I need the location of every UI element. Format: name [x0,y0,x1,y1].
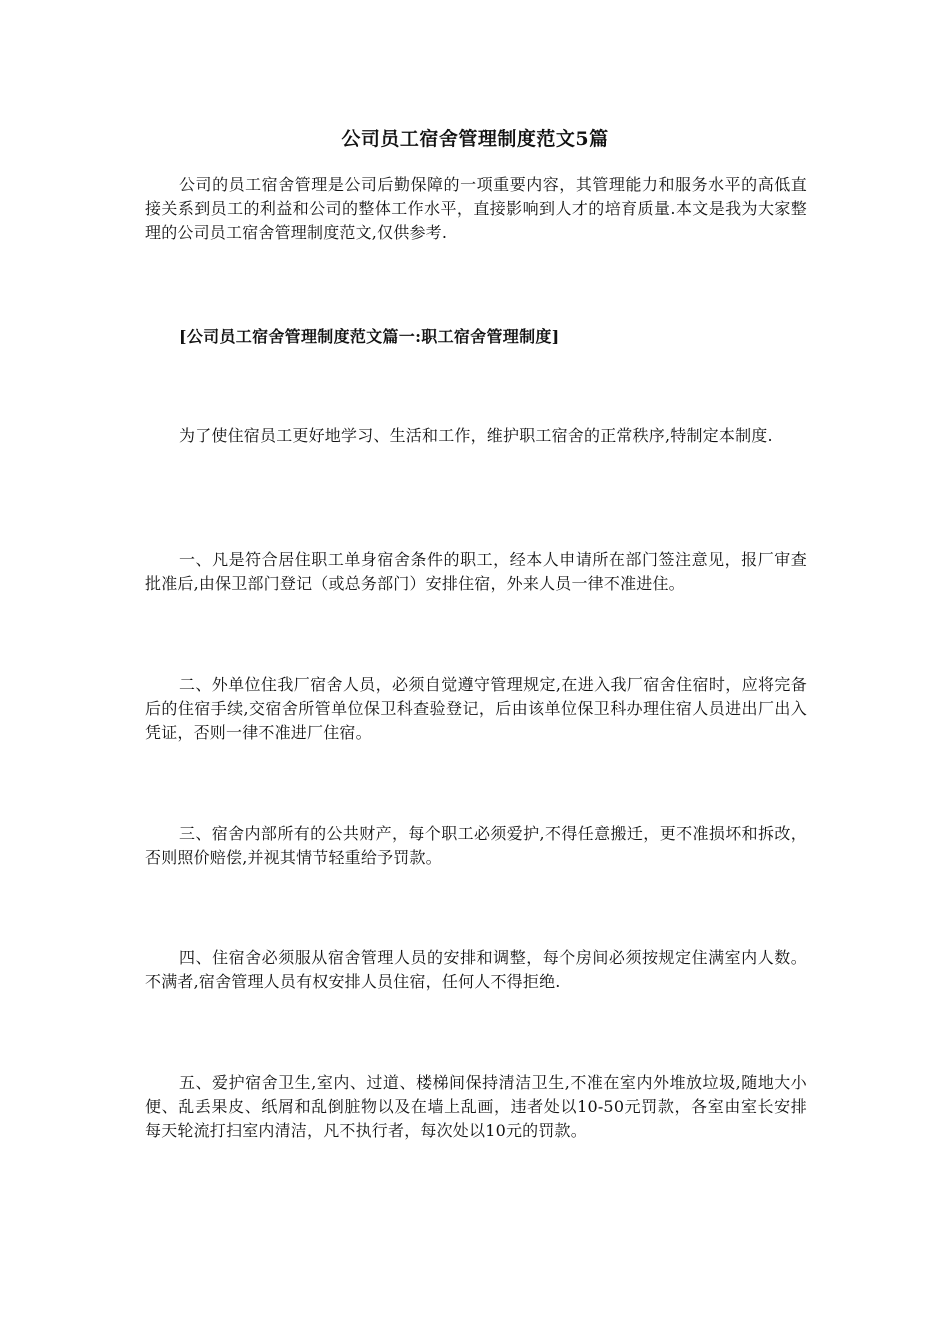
section-heading: [公司员工宿舍管理制度范文篇一:职工宿舍管理制度] [179,327,560,346]
intro-paragraph: 公司的员工宿舍管理是公司后勤保障的一项重要内容，其管理能力和服务水平的高低直接关系到员工的利益和公司的整体工作水平，直接影响到人才的培育质量.本文是我为大家整理的公司员工宿舍管理制度范文,仅供参考. [145,175,807,242]
paragraph-rule-4: 四、住宿舍必须服从宿舍管理人员的安排和调整，每个房间必须按规定住满室内人数。不满者,宿舍管理人员有权安排人员住宿，任何人不得拒绝. [145,948,807,991]
paragraph-rule-2: 二、外单位住我厂宿舍人员，必须自觉遵守管理规定,在进入我厂宿舍住宿时，应将完备后的住宿手续,交宿舍所管单位保卫科查验登记，后由该单位保卫科办理住宿人员进出厂出入凭证，否则一律不准进厂住宿。 [145,675,807,742]
paragraph-rule-5: 五、爱护宿舍卫生,室内、过道、楼梯间保持清洁卫生,不准在室内外堆放垃圾,随地大小便、乱丢果皮、纸屑和乱倒脏物以及在墙上乱画，违者处以10-50元罚款，各室由室长安排每天轮流打扫室内清洁，凡不执行者，每次处以10元的罚款。 [145,1073,807,1140]
document-title: 公司员工宿舍管理制度范文5篇 [341,128,609,150]
paragraph-purpose: 为了使住宿员工更好地学习、生活和工作，维护职工宿舍的正常秩序,特制定本制度. [179,426,773,445]
paragraph-rule-1: 一、凡是符合居住职工单身宿舍条件的职工，经本人申请所在部门签注意见，报厂审查批准后,由保卫部门登记（或总务部门）安排住宿，外来人员一律不准进住。 [145,550,807,593]
paragraph-rule-3: 三、宿舍内部所有的公共财产，每个职工必须爱护,不得任意搬迁，更不准损坏和拆改，否则照价赔偿,并视其情节轻重给予罚款。 [145,824,807,867]
